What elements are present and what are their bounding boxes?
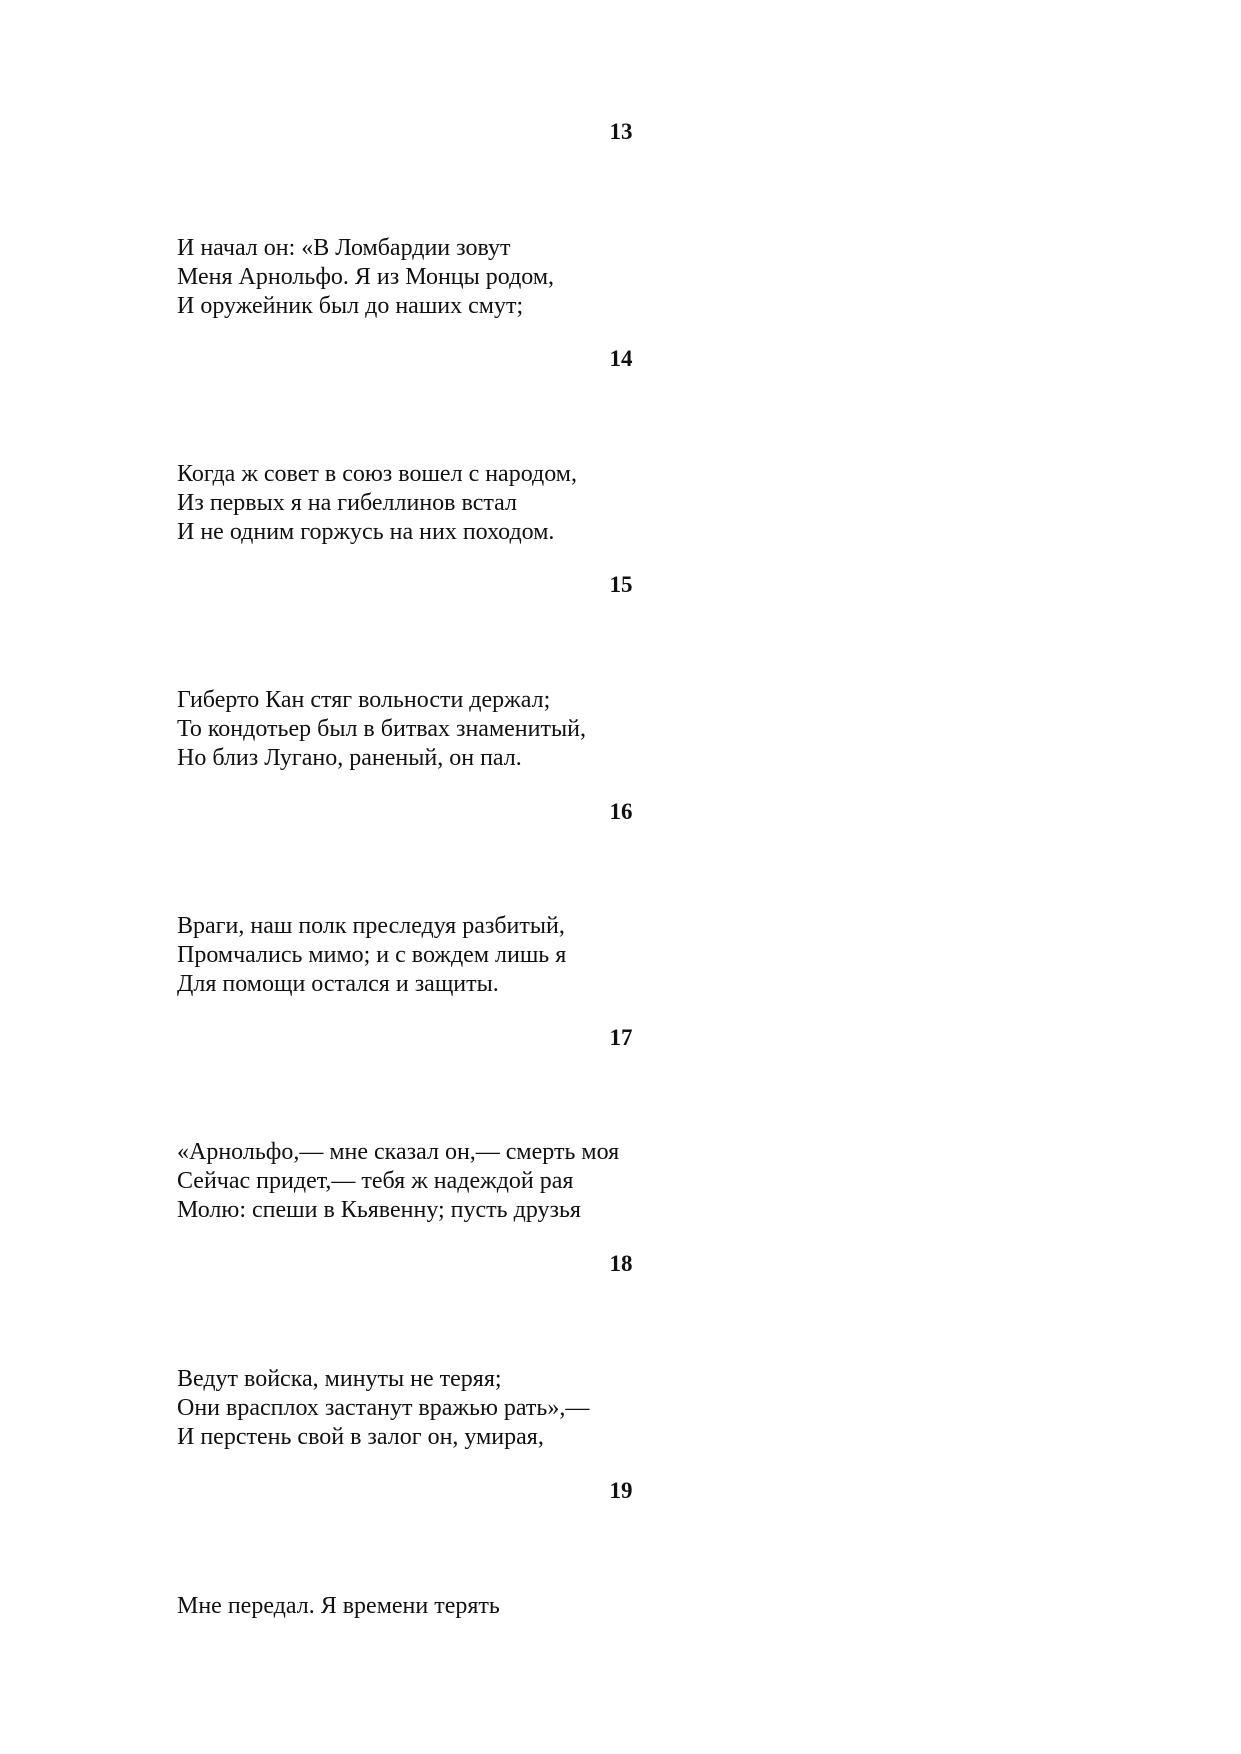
verse-line: «Арнольфо,— мне сказал он,— смерть моя: [177, 1139, 620, 1165]
verse-line: Мне передал. Я времени терять: [177, 1593, 500, 1619]
verse-line: Они врасплох застанут вражью рать»,—: [177, 1395, 590, 1421]
stanza-number: 19: [609, 1478, 633, 1503]
stanza-number: 13: [609, 119, 633, 144]
verse-line: Меня Арнольфо. Я из Монцы родом,: [177, 264, 555, 290]
verse-line: И оружейник был до наших смут;: [177, 293, 524, 319]
stanza-number: 14: [609, 346, 633, 371]
stanza-number: 16: [609, 799, 633, 824]
verse-line: Но близ Лугано, раненый, он пал.: [177, 745, 522, 771]
stanza: [177, 912, 977, 999]
verse-line: Для помощи остался и защиты.: [177, 971, 499, 997]
stanza: [177, 460, 977, 547]
stanza: [177, 1365, 977, 1452]
verse-line: И не одним горжусь на них походом.: [177, 519, 555, 545]
verse-line: Промчались мимо; и с вождем лишь я: [177, 942, 567, 968]
verse-line: И перстень свой в залог он, умирая,: [177, 1424, 544, 1450]
stanza-number: 17: [609, 1025, 633, 1050]
stanza-number: 18: [609, 1251, 633, 1276]
verse-line: И начал он: «В Ломбардии зовут: [177, 235, 511, 261]
verse-line: Из первых я на гибеллинов встал: [177, 490, 517, 516]
stanza: [177, 1138, 977, 1225]
verse-line: Молю: спеши в Кьявенну; пусть друзья: [177, 1197, 581, 1223]
stanza: [177, 234, 977, 321]
stanza-number: 15: [609, 572, 633, 597]
stanza: [177, 1592, 977, 1621]
verse-line: Враги, наш полк преследуя разбитый,: [177, 913, 565, 939]
verse-line: Гиберто Кан стяг вольности держал;: [177, 687, 551, 713]
verse-line: То кондотьер был в битвах знаменитый,: [177, 716, 586, 742]
verse-line: Когда ж совет в союз вошел с народом,: [177, 461, 577, 487]
stanza: [177, 686, 977, 773]
verse-line: Ведут войска, минуты не теряя;: [177, 1366, 502, 1392]
verse-line: Сейчас придет,— тебя ж надеждой рая: [177, 1168, 574, 1194]
